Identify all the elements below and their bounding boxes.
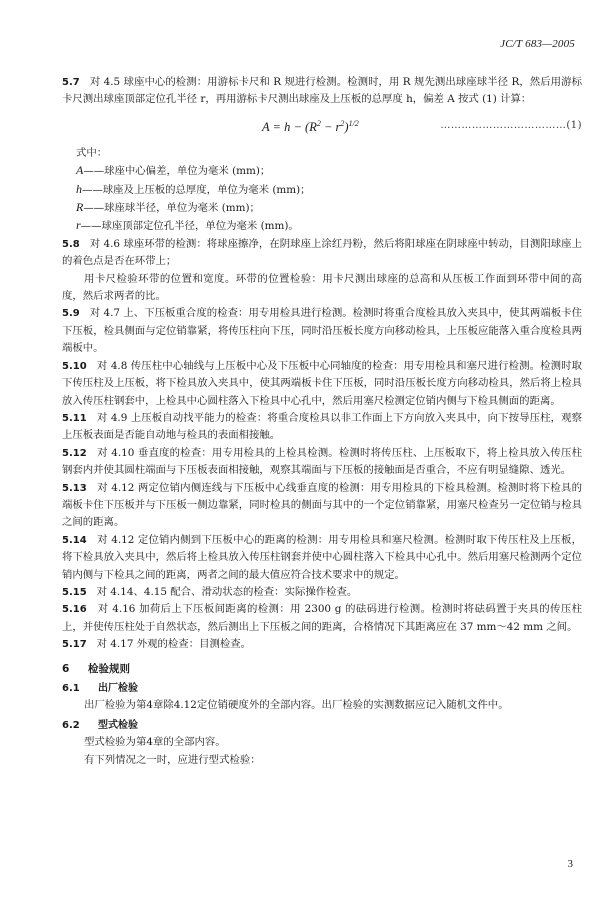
- symbol-def: h——球座及上压板的总厚度，单位为毫米 (mm)；: [76, 181, 311, 196]
- formula-leader: ………………………………(1): [440, 120, 582, 132]
- clause-5-9: 5.9 对 4.7 上、下压板重合度的检查：用专用检具进行检测。检测时将重合度检具放入夹具中，使其两端板卡住下压板，检具侧面与定位销靠紧，将传压柱向下压，同时沿压板长度方向移动检具，上压板应能落入重合度检具两端板中。: [62, 307, 582, 355]
- subsection-6-1-heading: 6.1 出厂检验: [62, 683, 138, 694]
- where-label: 式中：: [76, 146, 108, 159]
- clause-5-15: 5.15 对 4.14、4.15 配合、滑动状态的检查：实际操作检查。: [62, 585, 358, 598]
- clause-5-12: 5.12 对 4.10 垂直度的检查：用专用检具的上检具检测。检测时将传压柱、上压板取下，将上检具放入传压柱钢套内并使其圆柱端面与下压板表面相接触，观察其端面与下压板的接触面是否重合，不应有明显缝隙、透光。: [62, 446, 582, 477]
- clause-number: 5.7: [62, 77, 80, 88]
- formula-expression: $A = h - (R^2 - r^2)^{1/2}$: [262, 119, 359, 135]
- subsection-6-2-text: 型式检验为第4章的全部内容。: [84, 736, 226, 749]
- clause-5-7: [62, 74, 582, 109]
- formula-1: [62, 111, 582, 141]
- document-code: JC/T 683—2005: [500, 38, 575, 50]
- subsection-6-2-heading: 6.2 型式检验: [62, 719, 138, 731]
- clause-5-10: 5.10 对 4.8 传压柱中心轴线与上压板中心及下压板中心同轴度的检查：用专用检具和塞尺进行检测。检测时取下传压柱及上压板，将下检具放入夹具中，使其两端板卡住下压板，同时沿压板长度方向移动检具，然后将上检具放入传压柱钢套中，上检具中心圆柱落入下检具中心孔中，然后用塞尺检测定位销内侧与下检具侧面的距离。: [62, 359, 582, 407]
- clause-5-11: 5.11 对 4.9 上压板自动找平能力的检查：将重合度检具以非工作面上下方向放入夹具中，向下按导压柱，观察上压板表面是否能自动地与检具的表面相接触。: [62, 411, 582, 442]
- clause-5-16: 5.16 对 4.16 加荷后上下压板间距离的检测：用 2300 g 的砝码进行检测。检测时将砝码置于夹具的传压柱上，并使传压柱处于自然状态，然后测出上下压板之间的距离，合格情况下其距离应在 37 mm～42 mm 之间。: [62, 603, 582, 633]
- clause-5-17: 5.17 对 4.17 外观的检查：目测检查。: [62, 638, 252, 651]
- clause-5-13: 5.13 对 4.12 两定位销内侧连线与下压板中心线垂直度的检测：用专用检具的下检具检测。检测时将下检具的端板卡住下压板并与下压板一侧边靠紧，同时检具的侧面与其中的一个定位销靠紧，用塞尺检查另一定位销与检具之间的距离。: [62, 481, 582, 529]
- clause-5-8-para2: 用卡尺检验环带的位置和宽度。环带的位置检验：用卡尺测出球座的总高和从压板工作面到环带中间的高度，然后求两者的比。: [62, 272, 582, 303]
- clause-5-14: 5.14 对 4.12 定位销内侧到下压板中心的距离的检测：用专用检具和塞尺检测。检测时取下传压柱及上压板，将下检具放入夹具中，然后将上检具放入传压柱钢套并使中心圆柱落入下检具中心孔中。然后用塞尺检测两个定位销内侧与下检具之间的距离，两者之间的最大值应符合技术要求中的规定。: [62, 533, 582, 581]
- clause-text: 对 4.5 球座中心的检测：用游标卡尺和 R 规进行检测。检测时，用 R 规先测出球座球半径 R，然后用游标卡尺测出球座顶部定位孔半径 r，再用游标卡尺测出球座及上压板的总厚度 h，偏差 A 按式 (1) 计算：: [62, 76, 582, 106]
- formula-number: (1): [566, 120, 582, 132]
- symbol-def: R——球座球半径，单位为毫米 (mm)；: [76, 200, 260, 215]
- clause-5-8: 5.8 对 4.6 球座环带的检测：将球座擦净，在阴球座上涂红丹粉，然后将阳球座在阴球座中转动，目测阳球座上的着色点是否在环带上；: [62, 237, 582, 268]
- symbol-def: r——球座顶部定位孔半径，单位为毫米 (mm)。: [76, 218, 299, 233]
- page-number: 3: [567, 858, 573, 870]
- symbol-definitions: [62, 162, 582, 236]
- subsection-6-1-text: 出厂检验为第4章除4.12定位销硬度外的全部内容。出厂检验的实测数据应记入随机文件中。: [84, 699, 509, 712]
- subsection-6-2-text2: 有下列情况之一时，应进行型式检验：: [84, 753, 261, 766]
- symbol-def: A——球座中心偏差，单位为毫米 (mm)；: [76, 163, 271, 178]
- section-6-heading: 6 检验规则: [62, 662, 130, 675]
- document-body: [62, 74, 582, 769]
